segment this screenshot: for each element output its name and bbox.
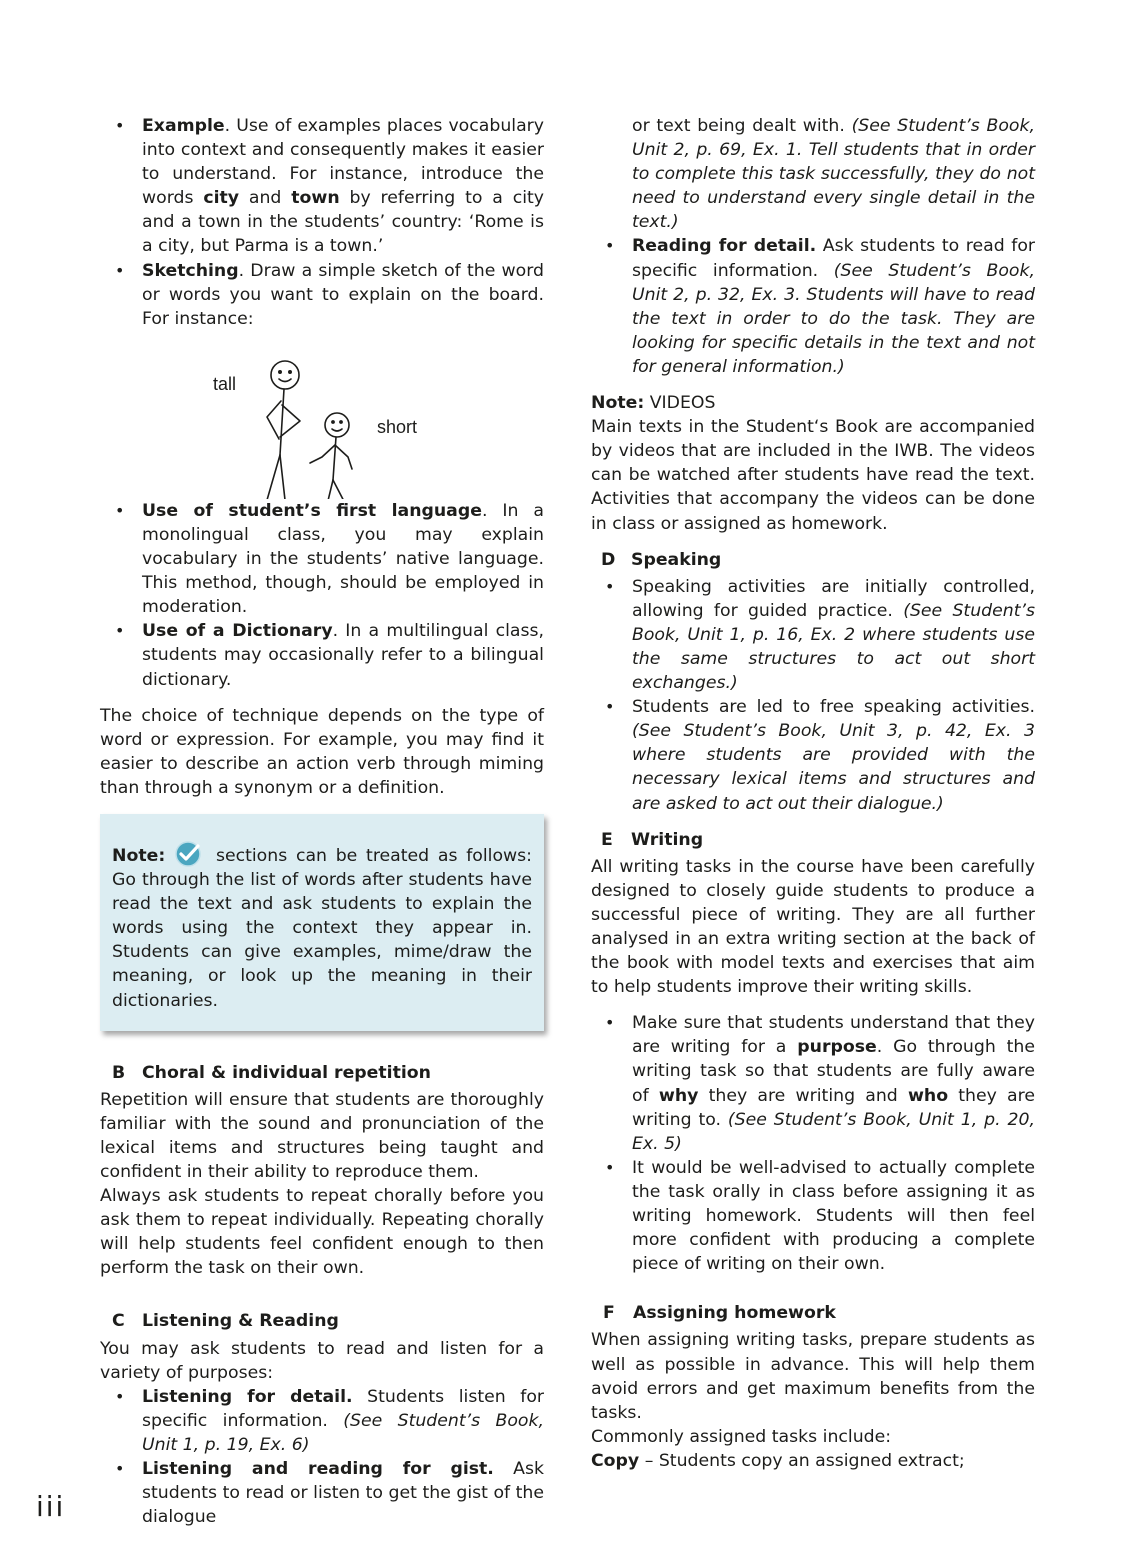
section-c-intro: You may ask students to read and listen for a variety of purposes: xyxy=(100,1338,544,1383)
list-item: • Reading for detail. Ask students to read for specific information. (See Student’s Book, Unit 2, p. 32, Ex. 3. Students will have to read the text in order to do the task. They are looking for specific details in the text and not for general information.) xyxy=(591,234,1035,379)
section-b xyxy=(100,1061,544,1281)
short-label: short xyxy=(377,416,418,437)
section-e-paragraph: All writing tasks in the course have been carefully designed to closely guide students to produce a successful piece of writing. They are all further analysed in an extra writing section at the back of the book with model texts and exercises that aim to help students improve their writing skills. xyxy=(591,856,1035,998)
note-box: Note: sections can be treated as follows: Go through the list of words after students have read the text and ask students to explain the words using the context they appear in. Students can give examples, mime/draw the meaning, or look up the meaning in their dictionaries. xyxy=(100,814,544,1031)
section-e-heading: E Writing xyxy=(601,829,704,850)
left-column xyxy=(100,114,544,1529)
section-e xyxy=(591,828,1035,1277)
stick-figure-sketch xyxy=(100,331,544,499)
list-item: • Use of a Dictionary. In a multilingual class, students may occasionally refer to a bilingual dictionary. xyxy=(100,619,544,691)
section-e-list xyxy=(591,1011,1035,1276)
short-figure xyxy=(310,413,352,499)
checkmark-icon xyxy=(171,841,205,867)
section-d xyxy=(591,548,1035,816)
section-f-copy-line: Copy – Students copy an assigned extract; xyxy=(591,1450,965,1471)
section-d-list xyxy=(591,575,1035,816)
technique-choice-paragraph: The choice of technique depends on the type of word or expression. For example, you may find it easier to describe an action verb through miming than through a synonym or a definition. xyxy=(100,705,544,798)
page-number: iii xyxy=(36,1490,66,1523)
section-b-paragraph-2: Always ask students to repeat chorally before you ask them to repeat individually. Repeating chorally will help students feel confident enough to then perform the task on their own. xyxy=(100,1186,544,1279)
list-item: • Listening and reading for gist. Ask students to read or listen to get the gist of the dialogue xyxy=(100,1457,544,1529)
section-f-paragraph-1: When assigning writing tasks, prepare students as well as possible in advance. This will help them avoid errors and get maximum benefits from the tasks. xyxy=(591,1330,1035,1423)
list-item: • It would be well-advised to actually complete the task orally in class before assigning it as writing homework. Students will then feel more confident with producing a complete piece of writing on their own. xyxy=(591,1156,1035,1276)
reading-list xyxy=(591,114,1035,379)
tall-figure xyxy=(265,361,300,499)
note-label: Note: xyxy=(112,845,166,866)
list-item: • Listening for detail. Students listen for specific information. (See Student’s Book, Unit 1, p. 19, Ex. 6) xyxy=(100,1385,544,1457)
section-f-heading: F Assigning homework xyxy=(603,1303,836,1324)
list-item: • Example. Use of examples places vocabulary into context and consequently makes it easier to understand. For instance, introduce the words city and town by referring to a city and a town in the students’ country: ‘Rome is a city, but Parma is a town.’ xyxy=(100,114,544,259)
section-f-paragraph-2: Commonly assigned tasks include: xyxy=(591,1426,892,1447)
tall-label: tall xyxy=(213,373,237,394)
list-item: • Make sure that students understand that they are writing for a purpose. Go through the writing task so that students are fully aware of why they are writing and who they are writing to. (See Student’s Book, Unit 1, p. 20, Ex. 5) xyxy=(591,1011,1035,1156)
section-b-heading: B Choral & individual repetition xyxy=(112,1062,431,1083)
section-b-paragraph-1: Repetition will ensure that students are thoroughly familiar with the sound and pronunciation of the lexical items and structures being taught and confident in their ability to reproduce them. xyxy=(100,1089,544,1182)
section-d-heading: D Speaking xyxy=(601,549,722,570)
list-item: • Sketching. Draw a simple sketch of the word or words you want to explain on the board. For instance: xyxy=(100,259,544,331)
list-item: • Speaking activities are initially controlled, allowing for guided practice. (See Student’s Book, Unit 1, p. 16, Ex. 2 where students use the same structures to act out short exchanges.) xyxy=(591,575,1035,695)
videos-note: Note: VIDEOS Main texts in the Student‘s Book are accompanied by videos that are included in the IWB. The videos can be watched after students have read the text. Activities that accompany the videos can be done in class or assigned as homework. xyxy=(591,393,1035,534)
list-item-continuation: or text being dealt with. (See Student’s Book, Unit 2, p. 69, Ex. 1. Tell students that in order to complete this task successfully, they do not need to understand every single detail in the text.) xyxy=(632,116,1035,233)
stick-figures-illustration xyxy=(100,331,544,499)
section-c-heading: C Listening & Reading xyxy=(112,1311,339,1332)
section-c-list xyxy=(100,1385,544,1530)
vocab-techniques-list xyxy=(100,114,544,331)
list-item: • Use of student’s first language. In a monolingual class, you may explain vocabulary in the students’ native language. This method, though, should be employed in moderation. xyxy=(100,499,544,619)
section-c xyxy=(100,1309,544,1529)
list-item: • Students are led to free speaking activities. (See Student’s Book, Unit 3, p. 42, Ex. 3 where students are provided with the necessary lexical items and structures and are asked to act out their dialogue.) xyxy=(591,695,1035,815)
right-column xyxy=(591,114,1035,1473)
section-f xyxy=(591,1301,1035,1473)
vocab-techniques-list-2 xyxy=(100,499,544,692)
